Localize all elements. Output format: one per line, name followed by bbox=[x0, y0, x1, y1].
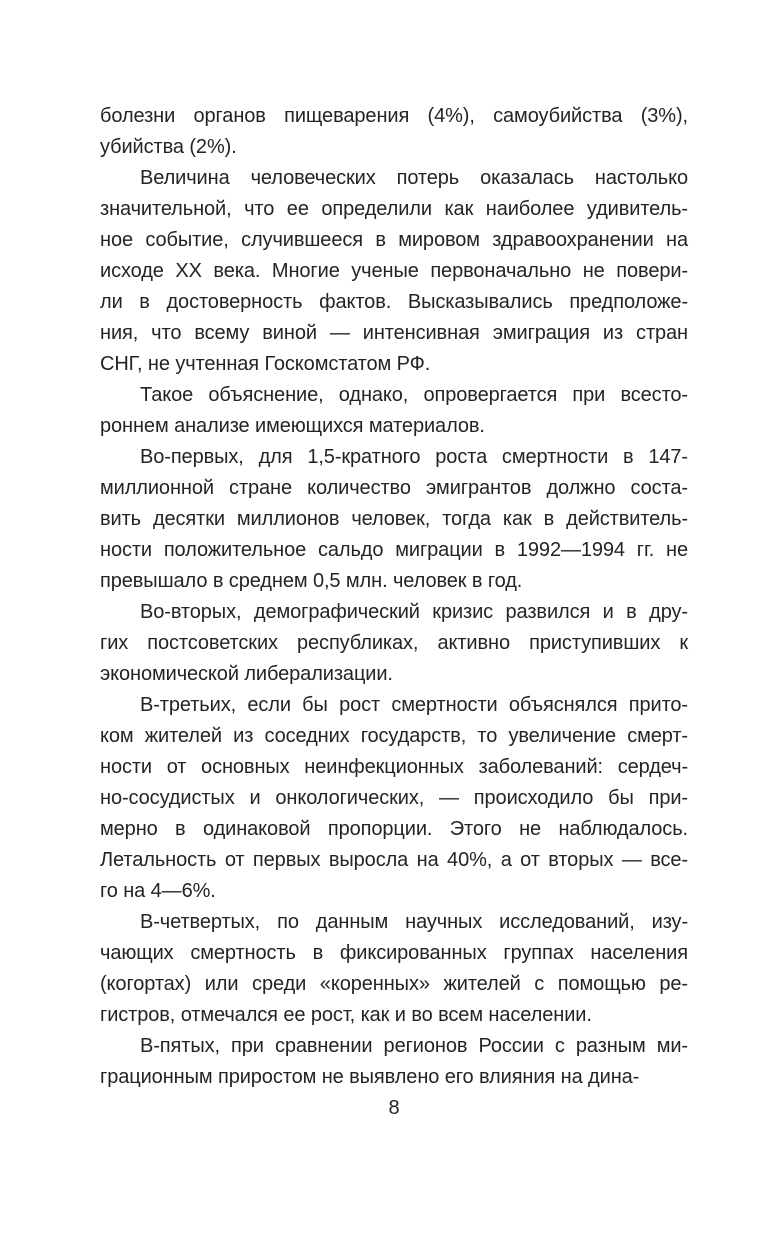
body-text bbox=[100, 101, 688, 1124]
text-line: но-сосудистых и онкологических, — происходило бы при- bbox=[100, 787, 688, 809]
text-line: роннем анализе имеющихся материалов. bbox=[100, 415, 485, 437]
text-line: Во-первых, для 1,5-кратного роста смертности в 147- bbox=[140, 446, 688, 468]
text-line: ли в достоверность фактов. Высказывались предположе- bbox=[100, 291, 688, 313]
text-line: исходе XX века. Многие ученые первоначально не повери- bbox=[100, 260, 688, 282]
text-line: грационным приростом не выявлено его влияния на дина- bbox=[100, 1066, 640, 1088]
text-line: вить десятки миллионов человек, тогда как в действитель- bbox=[100, 508, 688, 530]
text-line: СНГ, не учтенная Госкомстатом РФ. bbox=[100, 353, 431, 375]
page-number: 8 bbox=[388, 1097, 400, 1119]
text-line: превышало в среднем 0,5 млн. человек в год. bbox=[100, 570, 523, 592]
text-line: значительной, что ее определили как наиболее удивитель- bbox=[100, 198, 688, 220]
text-line: болезни органов пищеварения (4%), самоубийства (3%), bbox=[100, 105, 688, 127]
text-line: (когортах) или среди «коренных» жителей с помощью ре- bbox=[100, 973, 688, 995]
paragraph bbox=[100, 597, 688, 690]
paragraphs-container bbox=[100, 101, 688, 1093]
text-line: ния, что всему виной — интенсивная эмиграция из стран bbox=[100, 322, 688, 344]
paragraph bbox=[100, 101, 688, 163]
text-line: гих постсоветских республиках, активно приступивших к bbox=[100, 632, 688, 654]
text-line: убийства (2%). bbox=[100, 136, 237, 158]
text-line: ком жителей из соседних государств, то увеличение смерт- bbox=[100, 725, 688, 747]
text-line: мерно в одинаковой пропорции. Этого не наблюдалось. bbox=[100, 818, 688, 840]
text-line: В-пятых, при сравнении регионов России с разным ми- bbox=[140, 1035, 688, 1057]
text-line: Во-вторых, демографический кризис развился и в дру- bbox=[140, 601, 688, 623]
text-line: ности от основных неинфекционных заболеваний: сердеч- bbox=[100, 756, 688, 778]
text-line: Величина человеческих потерь оказалась настолько bbox=[140, 167, 688, 189]
text-line: В-четвертых, по данным научных исследований, изу- bbox=[140, 911, 688, 933]
paragraph bbox=[100, 690, 688, 907]
text-line: ное событие, случившееся в мировом здравоохранении на bbox=[100, 229, 688, 251]
text-line: миллионной стране количество эмигрантов должно соста- bbox=[100, 477, 688, 499]
text-line: го на 4—6%. bbox=[100, 880, 216, 902]
text-line: Такое объяснение, однако, опровергается при всесто- bbox=[140, 384, 688, 406]
paragraph bbox=[100, 380, 688, 442]
paragraph bbox=[100, 1031, 688, 1093]
text-line: ности положительное сальдо миграции в 1992—1994 гг. не bbox=[100, 539, 688, 561]
paragraph bbox=[100, 163, 688, 380]
text-line: чающих смертность в фиксированных группах населения bbox=[100, 942, 688, 964]
text-line: В-третьих, если бы рост смертности объяснялся прито- bbox=[140, 694, 688, 716]
text-line: Летальность от первых выросла на 40%, а от вторых — все- bbox=[100, 849, 688, 871]
paragraph bbox=[100, 907, 688, 1031]
paragraph bbox=[100, 442, 688, 597]
text-line: экономической либерализации. bbox=[100, 663, 393, 685]
text-line: гистров, отмечался ее рост, как и во всем населении. bbox=[100, 1004, 592, 1026]
